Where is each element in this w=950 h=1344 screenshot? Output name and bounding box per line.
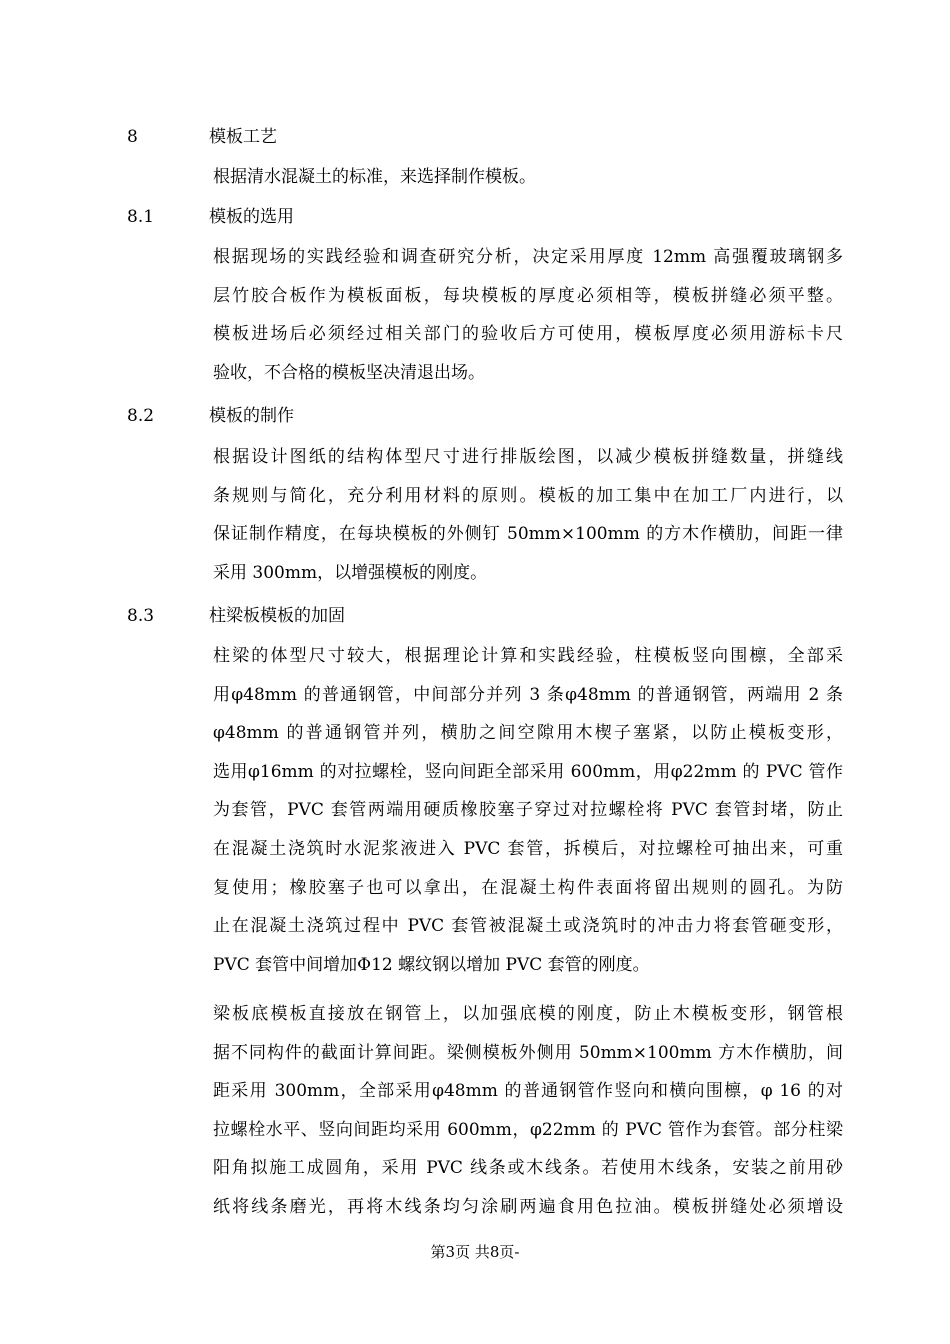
text-line: 根据现场的实践经验和调查研究分析，决定采用厚度 12mm 高强覆玻璃钢多 xyxy=(213,247,843,267)
text-line: 保证制作精度，在每块模板的外侧钉 50mm×100mm 的方木作横肋，间距一律 xyxy=(213,524,843,545)
text-line: 层竹胶合板作为模板面板，每块模板的厚度必须相等，模板拼缝必须平整。 xyxy=(213,285,843,306)
text-line: 据不同构件的截面计算间距。梁侧模板外侧用 50mm×100mm 方木作横肋，间 xyxy=(213,1042,843,1063)
paragraph-8-3-beams xyxy=(213,995,843,1227)
section-heading-8 xyxy=(127,122,277,152)
text-line: 根据清水混凝土的标准，来选择制作模板。 xyxy=(213,167,536,187)
text-line: 为套管，PVC 套管两端用硬质橡胶塞子穿过对拉螺栓将 PVC 套管封堵，防止 xyxy=(213,800,843,821)
text-line: 模板进场后必须经过相关部门的验收后方可使用，模板厚度必须用游标卡尺 xyxy=(213,324,843,345)
text-line: 阳角拟施工成圆角，采用 PVC 线条或木线条。若使用木线条，安装之前用砂 xyxy=(213,1158,843,1179)
text-line: 拉螺栓水平、竖向间距均采用 600mm，φ22mm 的 PVC 管作为套管。部分柱梁 xyxy=(213,1119,843,1140)
text-line: 复使用；橡胶塞子也可以拿出，在混凝土构件表面将留出规则的圆孔。为防 xyxy=(213,877,843,898)
text-line: 采用 300mm，以增强模板的刚度。 xyxy=(213,562,488,583)
paragraph-intro xyxy=(213,158,843,197)
section-number: 8 xyxy=(127,127,138,147)
section-heading-8-1 xyxy=(127,202,294,232)
text-line: 根据设计图纸的结构体型尺寸进行排版绘图，以减少模板拼缝数量，拼缝线 xyxy=(213,447,843,467)
text-line: 在混凝土浇筑时水泥浆液进入 PVC 套管，拆模后，对拉螺栓可抽出来，可重 xyxy=(213,838,843,859)
text-line: 验收，不合格的模板坚决清退出场。 xyxy=(213,362,485,383)
section-heading-8-3 xyxy=(127,601,345,631)
section-number: 8.3 xyxy=(127,606,155,626)
text-line: PVC 套管中间增加Φ12 螺纹钢以增加 PVC 套管的刚度。 xyxy=(213,954,650,975)
section-heading-8-2 xyxy=(127,401,294,431)
paragraph-8-1 xyxy=(213,238,843,392)
section-title: 模板的制作 xyxy=(209,406,294,426)
text-line: 距采用 300mm，全部采用φ48mm 的普通钢管作竖向和横向围檩，φ 16 的对 xyxy=(213,1081,843,1102)
section-title: 模板的选用 xyxy=(209,207,294,227)
paragraph-8-3-columns xyxy=(213,637,843,984)
text-line: 止在混凝土浇筑过程中 PVC 套管被混凝土或浇筑时的冲击力将套管砸变形， xyxy=(213,916,843,937)
text-line: 柱梁的体型尺寸较大，根据理论计算和实践经验，柱模板竖向围檩，全部采 xyxy=(213,646,843,666)
text-line: 梁板底模板直接放在钢管上，以加强底模的刚度，防止木模板变形，钢管根 xyxy=(213,1004,843,1024)
section-title: 柱梁板模板的加固 xyxy=(209,606,345,626)
section-number: 8.2 xyxy=(127,406,155,426)
text-line: 用φ48mm 的普通钢管，中间部分并列 3 条φ48mm 的普通钢管，两端用 2 条 xyxy=(213,684,843,705)
section-number: 8.1 xyxy=(127,207,155,227)
text-line: φ48mm 的普通钢管并列，横肋之间空隙用木楔子塞紧，以防止模板变形， xyxy=(213,723,843,744)
page-footer: 第3页 共8页- xyxy=(430,1243,520,1261)
text-line: 选用φ16mm 的对拉螺栓，竖向间距全部采用 600mm，用φ22mm 的 PVC 管作 xyxy=(213,761,843,782)
paragraph-8-2 xyxy=(213,438,843,592)
section-title: 模板工艺 xyxy=(209,127,277,147)
text-line: 纸将线条磨光，再将木线条均匀涂刷两遍食用色拉油。模板拼缝处必须增设 xyxy=(213,1196,843,1217)
text-line: 条规则与简化，充分利用材料的原则。模板的加工集中在加工厂内进行，以 xyxy=(213,485,843,506)
